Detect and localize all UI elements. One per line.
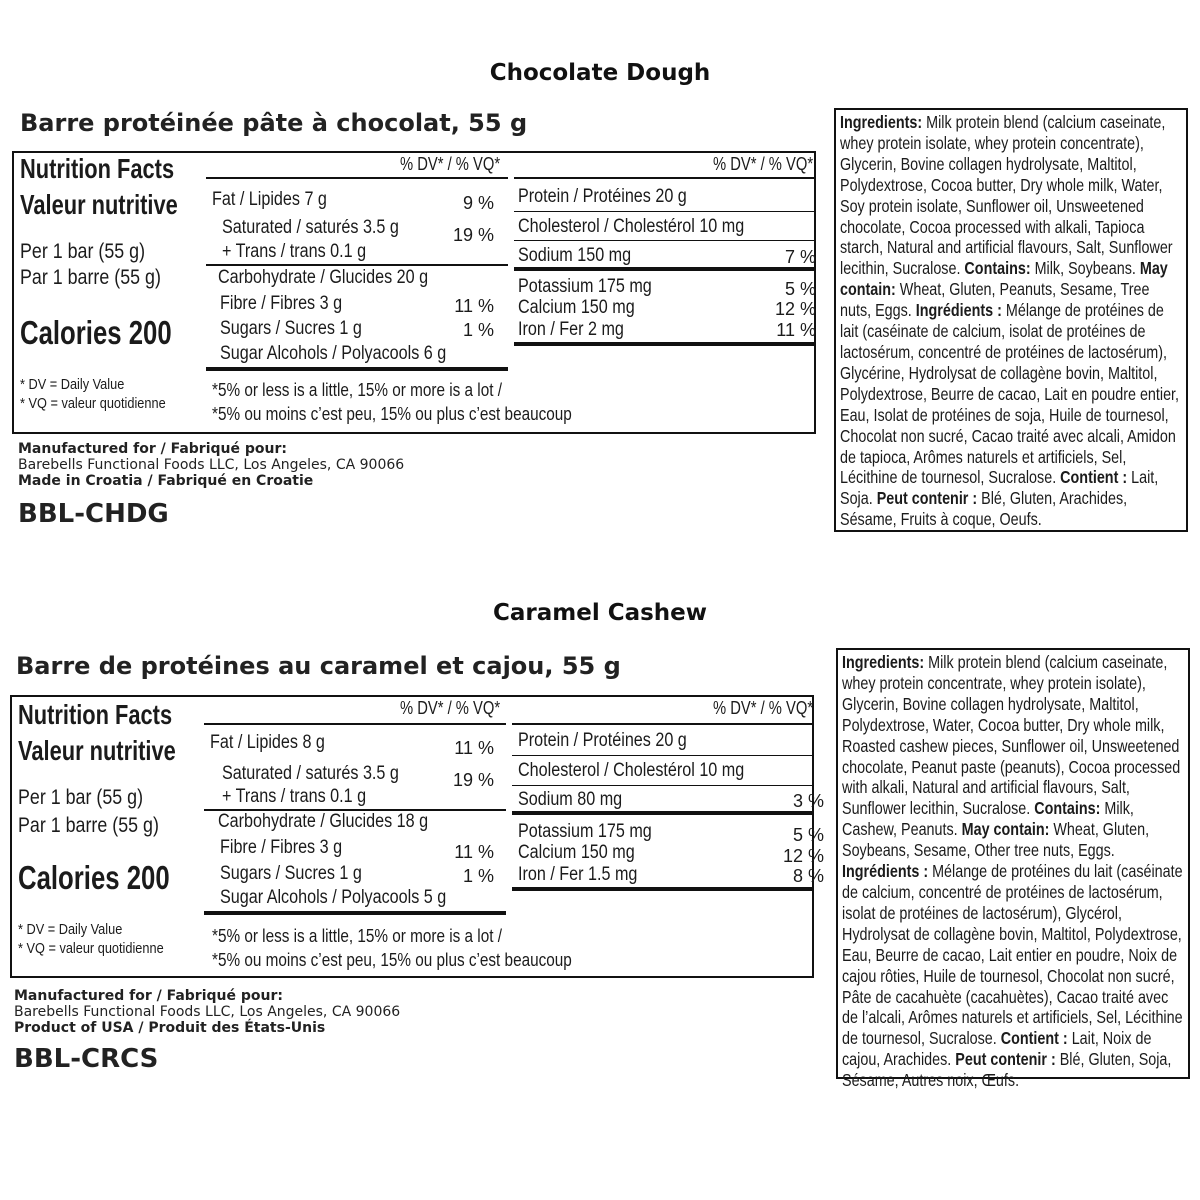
- thick-rule-right-bottom: [514, 342, 816, 346]
- nutrient-pct-saturated: 19 %: [452, 225, 494, 245]
- panel-title: Barre protéinée pâte à chocolat, 55 g: [20, 109, 528, 137]
- manufacturer-info: [18, 441, 404, 489]
- nutrient-pct-fat: 9 %: [462, 193, 494, 213]
- peut-contenir-text: Blé, Gluten, Soja, Sésame, Autres noix, Œufs.: [842, 1049, 1172, 1091]
- ingredients-text-fr: Mélange de protéines du lait (caséinate de calcium, concentré de protéines de lactosérum, isolat de protéines de lactosérum), Glycérol, Hydrolysat de collagène bovin, Maltitol, Polydextrose, Eau, Beurre de cacao, Lait entier en poudre, Noix de cajou rôties, Huile de tournesol, Chocolat non sucré, Pâte de cacahuète (cacahuètes), Cacao traité avec de l’alcali, Arômes naturels et artificiels, Sel, Lécithine de tournesol, Sucralose.: [842, 861, 1183, 1049]
- nutrient-pct-sugars: 1 %: [462, 866, 494, 886]
- nutrient-row-iron: Iron / Fer 1.5 mg: [518, 864, 638, 885]
- nutrient-row-potassium: Potassium 175 mg: [518, 276, 652, 297]
- contient-label: Contient :: [1060, 467, 1128, 488]
- header-rule-right: [514, 177, 816, 179]
- nutrient-row-saturated: Saturated / saturés 3.5 g: [222, 763, 399, 784]
- nutrient-row-sugar-alcohols: Sugar Alcohols / Polyacools 5 g: [220, 887, 447, 908]
- nutrient-row-carbohydrate: Carbohydrate / Glucides 18 g: [218, 811, 429, 832]
- manufacturer-info: [14, 988, 400, 1036]
- calories: Calories 200: [18, 859, 170, 896]
- serving-size-en: Per 1 bar (55 g): [18, 786, 144, 809]
- peut-contenir-label: Peut contenir :: [955, 1049, 1056, 1070]
- ingredients-panel: [834, 108, 1188, 532]
- nutrition-facts-title: Nutrition Facts: [18, 699, 173, 730]
- row-rule: [514, 240, 816, 241]
- serving-size-fr: Par 1 barre (55 g): [18, 814, 159, 837]
- nutrient-pct-sugars: 1 %: [462, 320, 494, 340]
- peut-contenir-text: Blé, Gluten, Arachides, Sésame, Fruits à coque, Oeufs.: [840, 488, 1128, 530]
- ingredients-text-en: Milk protein blend (calcium caseinate, whey protein isolate, whey protein concentrate), Glycerin, Bovine collagen hydrolysate, Maltitol, Polydextrose, Cocoa butter, Dry whole milk, Water, Soy protein isolate, Sunflower oil, Unsweetened chocolate, Cocoa processed with alkali, Tapioca starch, Natural and artificial flavours, Salt, Sunflower lecithin, Sucralose.: [840, 112, 1173, 279]
- panel-title: Barre de protéines au caramel et cajou, 55 g: [16, 652, 621, 680]
- thick-rule-left: [206, 367, 508, 371]
- manufacturer-label: Manufactured for / Fabriqué pour:: [14, 988, 283, 1004]
- product-code: BBL-CRCS: [14, 1044, 159, 1074]
- may-contain-text: Wheat, Gluten, Peanuts, Sesame, Tree nuts, Eggs.: [840, 279, 1150, 321]
- ingredients-text-fr: Mélange de protéines de lait (caséinate de calcium, isolat de protéines de lactosérum, concentré de protéines de lactosérum), Glycérine, Hydrolysat de collagène bovin, Maltitol, Polydextrose, Beurre de cacao, Lait en poudre entier, Eau, Isolat de protéines de soja, Huile de tournesol, Chocolat non sucré, Cacao traité avec alcali, Amidon de tapioca, Arômes naturels et artificiels, Sel, Lécithine de tournesol, Sucralose.: [840, 300, 1180, 488]
- nutrient-row-fat: Fat / Lipides 7 g: [212, 189, 327, 210]
- contains-text: Milk, Cashew, Peanuts.: [842, 798, 1134, 840]
- ingredients-label-en: Ingredients:: [842, 652, 925, 672]
- footnote-en: *5% or less is a little, 15% or more is a lot /: [212, 380, 502, 400]
- nutrient-row-trans: + Trans / trans 0.1 g: [222, 786, 367, 807]
- nutrition-facts-table: [10, 695, 824, 978]
- serving-size-en: Per 1 bar (55 g): [20, 240, 146, 263]
- valeur-nutritive-title: Valeur nutritive: [20, 189, 178, 220]
- thick-rule-right-top: [512, 811, 814, 815]
- nutrient-row-calcium: Calcium 150 mg: [518, 842, 635, 863]
- product-heading: Caramel Cashew: [492, 600, 708, 626]
- nutrient-row-sugars: Sugars / Sucres 1 g: [220, 318, 362, 339]
- footnote-dv: * DV = Daily Value: [20, 376, 125, 393]
- may-contain-label: May contain:: [961, 819, 1050, 840]
- manufacturer-origin: Made in Croatia / Fabriqué en Croatie: [18, 473, 314, 489]
- manufacturer-company: Barebells Functional Foods LLC, Los Angeles, CA 90066: [18, 457, 405, 473]
- header-rule-left: [206, 177, 508, 179]
- nutrient-row-cholesterol: Cholesterol / Cholestérol 10 mg: [518, 216, 745, 237]
- ingredients-label-fr: Ingrédients :: [915, 300, 1002, 321]
- nutrient-row-sodium: Sodium 80 mg: [518, 789, 623, 810]
- footnote-vq: * VQ = valeur quotidienne: [18, 940, 164, 957]
- nutrient-row-potassium: Potassium 175 mg: [518, 821, 652, 842]
- dv-header-left: % DV* / % VQ*: [400, 698, 501, 718]
- dv-header-right: % DV* / % VQ*: [713, 154, 814, 174]
- may-contain-text: Wheat, Gluten, Soybeans, Sesame, Other tree nuts, Eggs.: [842, 819, 1150, 861]
- nutrient-pct-sodium: 3 %: [792, 791, 824, 811]
- nutrient-pct-fat: 11 %: [454, 738, 494, 758]
- nutrient-row-protein: Protein / Protéines 20 g: [518, 186, 687, 207]
- row-rule: [514, 211, 816, 212]
- nutrient-pct-calcium: 12 %: [782, 846, 824, 866]
- nutrient-pct-fibre: 11 %: [454, 296, 494, 316]
- header-rule-left: [204, 723, 506, 725]
- nutrient-row-fat: Fat / Lipides 8 g: [210, 732, 325, 753]
- peut-contenir-label: Peut contenir :: [876, 488, 978, 509]
- nutrient-row-fibre: Fibre / Fibres 3 g: [220, 837, 343, 858]
- nutrient-row-carbohydrate: Carbohydrate / Glucides 20 g: [218, 267, 429, 288]
- contains-text: Milk, Soybeans.: [1030, 258, 1140, 279]
- nutrient-row-sugars: Sugars / Sucres 1 g: [220, 863, 362, 884]
- nutrient-row-calcium: Calcium 150 mg: [518, 297, 635, 318]
- nutrient-row-iron: Iron / Fer 2 mg: [518, 319, 624, 340]
- calories: Calories 200: [20, 314, 172, 351]
- nutrient-pct-calcium: 12 %: [774, 299, 816, 319]
- nutrient-pct-iron: 8 %: [792, 866, 824, 886]
- ingredients-label-fr: Ingrédients :: [842, 861, 929, 882]
- ingredients-label-en: Ingredients:: [840, 112, 923, 132]
- contains-label: Contains:: [964, 258, 1031, 279]
- thick-rule-right-bottom: [512, 887, 814, 891]
- nutrient-row-saturated: Saturated / saturés 3.5 g: [222, 217, 399, 238]
- row-rule: [512, 785, 814, 786]
- dv-header-right: % DV* / % VQ*: [713, 698, 814, 718]
- nutrient-row-protein: Protein / Protéines 20 g: [518, 730, 687, 751]
- contient-label: Contient :: [1000, 1028, 1068, 1049]
- product-heading: Chocolate Dough: [489, 60, 711, 86]
- valeur-nutritive-title: Valeur nutritive: [18, 735, 176, 766]
- footnote-en: *5% or less is a little, 15% or more is a lot /: [212, 926, 502, 946]
- contains-label: Contains:: [1034, 798, 1101, 819]
- ingredients-text-en: Milk protein blend (calcium caseinate, whey protein concentrate, whey protein isolate), Glycerin, Bovine collagen hydrolysate, Maltitol, Polydextrose, Water, Cocoa butter, Dry whole milk, Roasted cashew pieces, Sunflower oil, Unsweetened chocolate, Peanut paste (peanuts), Cocoa processed with alkali, Natural and artificial flavours, Salt, Sunflower lecithin, Sucralose.: [842, 652, 1181, 819]
- footnote-dv: * DV = Daily Value: [18, 921, 123, 938]
- footnote-fr: *5% ou moins c’est peu, 15% ou plus c’est beaucoup: [212, 404, 572, 424]
- row-rule: [206, 264, 508, 266]
- nutrient-row-sodium: Sodium 150 mg: [518, 245, 632, 266]
- manufacturer-origin: Product of USA / Produit des États-Unis: [14, 1020, 326, 1036]
- product-code: BBL-CHDG: [18, 499, 169, 529]
- nutrient-row-fibre: Fibre / Fibres 3 g: [220, 293, 343, 314]
- nutrient-pct-sodium: 7 %: [784, 247, 816, 267]
- footnote-fr: *5% ou moins c’est peu, 15% ou plus c’est beaucoup: [212, 950, 572, 970]
- manufacturer-company: Barebells Functional Foods LLC, Los Angeles, CA 90066: [14, 1004, 401, 1020]
- dv-header-left: % DV* / % VQ*: [400, 154, 501, 174]
- header-rule-right: [512, 723, 814, 725]
- nutrient-row-sugar-alcohols: Sugar Alcohols / Polyacools 6 g: [220, 343, 447, 364]
- thick-rule-left: [204, 911, 506, 915]
- nutrition-facts-title: Nutrition Facts: [20, 153, 175, 184]
- nutrition-facts-table: [12, 151, 816, 434]
- contient-text: Lait, Soja.: [840, 467, 1159, 509]
- nutrient-pct-saturated: 19 %: [452, 770, 494, 790]
- contient-text: Lait, Noix de cajou, Arachides.: [842, 1028, 1152, 1070]
- footnote-vq: * VQ = valeur quotidienne: [20, 395, 166, 412]
- nutrient-pct-potassium: 5 %: [784, 279, 816, 299]
- serving-size-fr: Par 1 barre (55 g): [20, 266, 161, 289]
- manufacturer-label: Manufactured for / Fabriqué pour:: [18, 441, 287, 457]
- ingredients-panel: [836, 648, 1190, 1091]
- nutrient-row-trans: + Trans / trans 0.1 g: [222, 241, 367, 262]
- row-rule: [512, 755, 814, 756]
- nutrient-pct-iron: 11 %: [776, 320, 816, 340]
- nutrient-pct-fibre: 11 %: [454, 842, 494, 862]
- may-contain-label: May contain:: [840, 258, 1168, 300]
- thick-rule-right-top: [514, 267, 816, 271]
- nutrient-row-cholesterol: Cholesterol / Cholestérol 10 mg: [518, 760, 745, 781]
- nutrient-pct-potassium: 5 %: [792, 825, 824, 845]
